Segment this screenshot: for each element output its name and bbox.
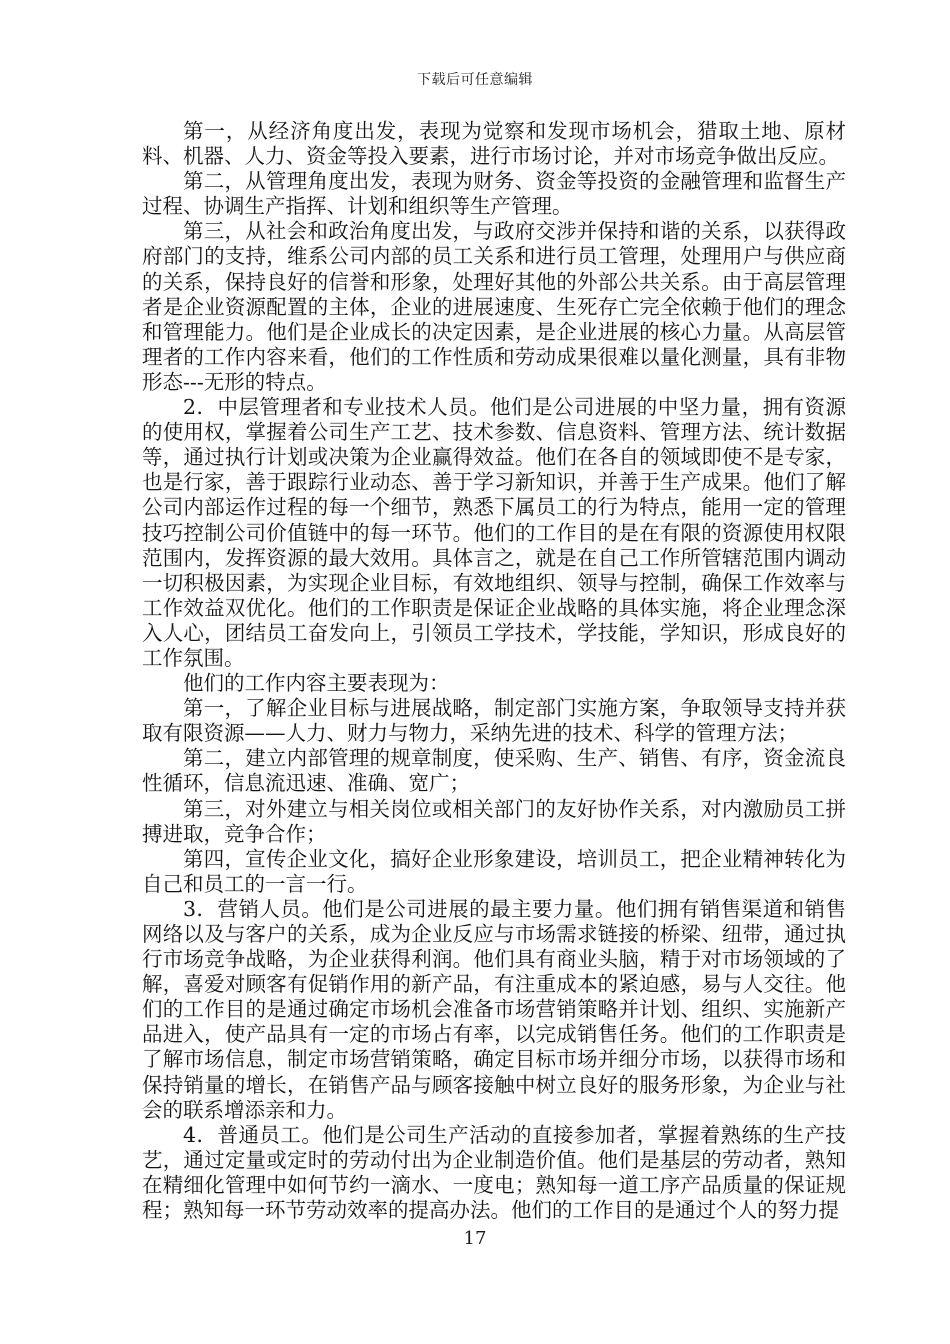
- paragraph: 2．中层管理者和专业技术人员。他们是公司进展的中坚力量，拥有资源的使用权，掌握着公司生产工艺、技术参数、信息资料、管理方法、统计数据等，通过执行计划或决策为企业赢得效益。他们在各自的领域即使不是专家，也是行家，善于跟踪行业动态、善于学习新知识，并善于生产成果。他们了解公司内部运作过程的每一个细节，熟悉下属员工的行为特点，能用一定的管理技巧控制公司价值链中的每一环节。他们的工作目的是在有限的资源使用权限范围内，发挥资源的最大效用。具体言之，就是在自己工作所管辖范围内调动一切积极因素，为实现企业目标，有效地组织、领导与控制，确保工作效率与工作效益双优化。他们的工作职责是保证企业战略的具体实施，将企业理念深入人心，团结员工奋发向上，引领员工学技术，学技能，学知识，形成良好的工作氛围。: [142, 395, 846, 670]
- paragraph: 第三，从社会和政治角度出发，与政府交涉并保持和谐的关系，以获得政府部门的支持，维系公司内部的员工关系和进行员工管理，处理用户与供应商的关系，保持良好的信誉和形象，处理好其他的外部公共关系。由于高层管理者是企业资源配置的主体，企业的进展速度、生死存亡完全依赖于他们的理念和管理能力。他们是企业成长的决定因素，是企业进展的核心力量。从高层管理者的工作内容来看，他们的工作性质和劳动成果很难以量化测量，具有非物形态---无形的特点。: [142, 219, 846, 394]
- page-number: 17: [463, 1228, 487, 1249]
- paragraph: 第三，对外建立与相关岗位或相关部门的友好协作关系，对内激励员工拼搏进取，竞争合作；: [142, 796, 846, 846]
- paragraph: 3．营销人员。他们是公司进展的最主要力量。他们拥有销售渠道和销售网络以及与客户的关系，成为企业反应与市场需求链接的桥梁、纽带，通过执行市场竞争战略，为企业获得利润。他们具有商业头脑，精于对市场领域的了解，喜爱对顾客有促销作用的新产品，有注重成本的紧迫感，易与人交往。他们的工作目的是通过确定市场机会准备市场营销策略并计划、组织、实施新产品进入，使产品具有一定的市场占有率，以完成销售任务。他们的工作职责是了解市场信息，制定市场营销策略，确定目标市场并细分市场，以获得市场和保持销量的增长，在销售产品与顾客接触中树立良好的服务形象，为企业与社会的联系增添亲和力。: [142, 896, 846, 1122]
- paragraph: 第二，从管理角度出发，表现为财务、资金等投资的金融管理和监督生产过程、协调生产指挥、计划和组织等生产管理。: [142, 169, 846, 219]
- paragraph: 第四，宣传企业文化，搞好企业形象建设，培训员工，把企业精神转化为自己和员工的一言一行。: [142, 846, 846, 896]
- paragraph: 第二，建立内部管理的规章制度，使采购、生产、销售、有序，资金流良性循环，信息流迅速、准确、宽广；: [142, 746, 846, 796]
- page-header-text: 下载后可任意编辑: [417, 72, 533, 88]
- paragraph: 第一，了解企业目标与进展战略，制定部门实施方案，争取领导支持并获取有限资源——人力、财力与物力，采纳先进的技术、科学的管理方法；: [142, 696, 846, 746]
- paragraph: 他们的工作内容主要表现为：: [183, 671, 450, 696]
- document-body: [142, 119, 846, 1223]
- paragraph: 4．普通员工。他们是公司生产活动的直接参加者，掌握着熟练的生产技艺，通过定量或定时的劳动付出为企业制造价值。他们是基层的劳动者，熟知在精细化管理中如何节约一滴水、一度电；熟知每一道工序产品质量的保证规程；熟知每一环节劳动效率的提高办法。他们的工作目的是通过个人的努力提: [142, 1122, 846, 1223]
- paragraph: 第一，从经济角度出发，表现为觉察和发现市场机会，猎取土地、原材料、机器、人力、资金等投入要素，进行市场讨论，并对市场竞争做出反应。: [142, 119, 846, 169]
